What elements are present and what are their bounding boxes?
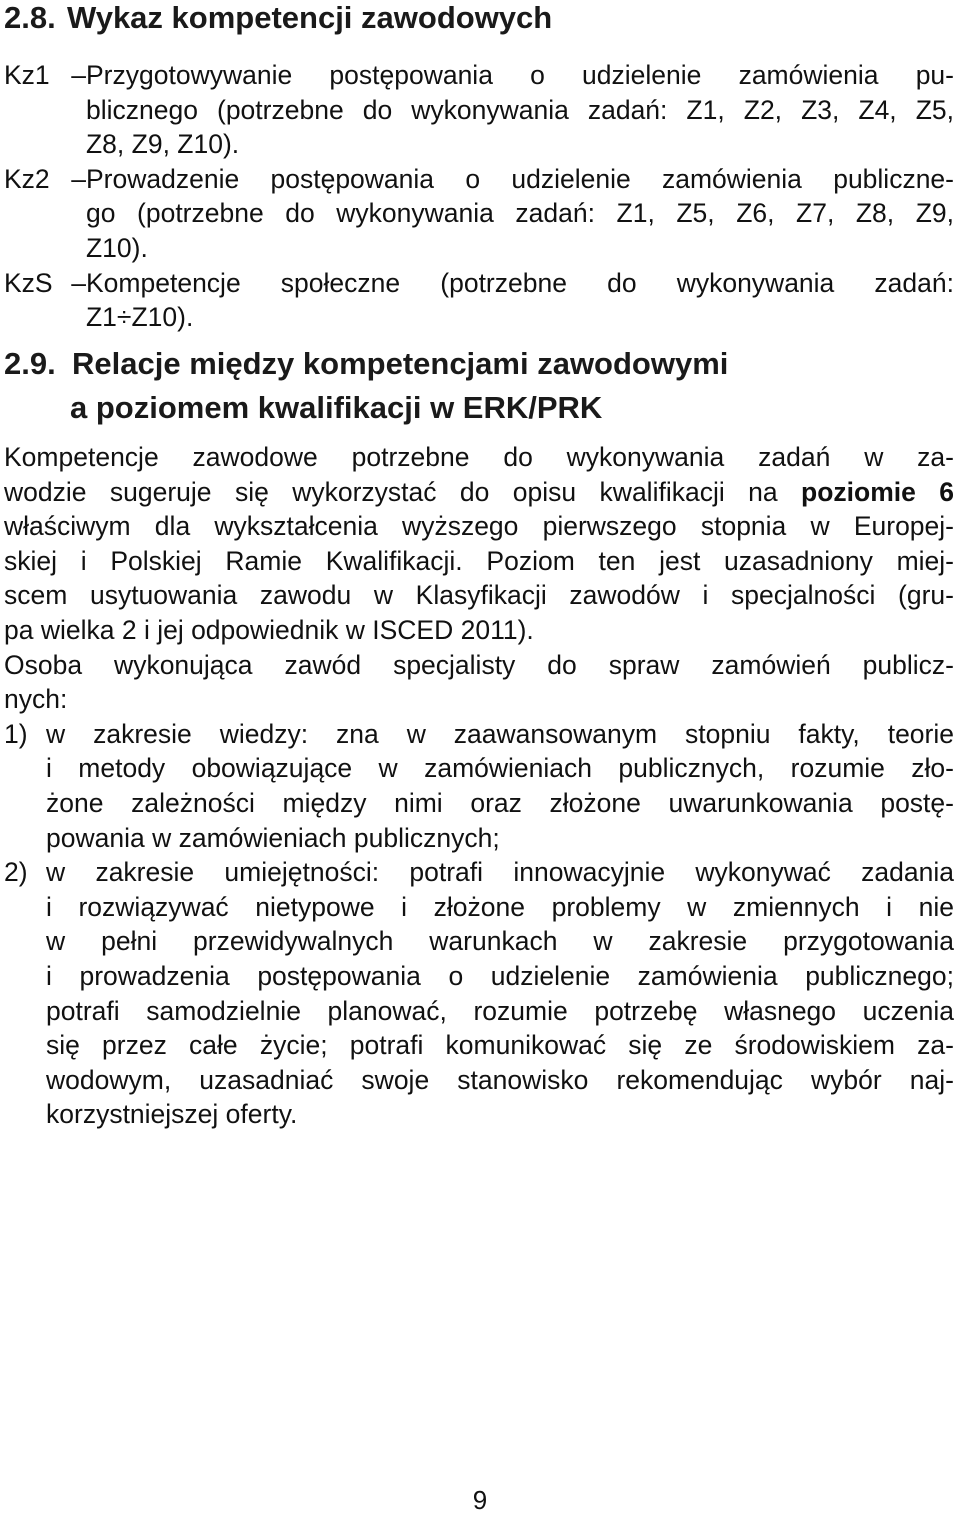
competency-code: KzS – bbox=[4, 267, 86, 298]
list-item-line: i rozwiązywać nietypowe i złożone problemy w zmiennych i nie bbox=[46, 891, 954, 922]
competency-kz1-line: blicznego (potrzebne do wykonywania zadań: Z1, Z2, Z3, Z4, Z5, bbox=[86, 94, 954, 125]
list-number: 1) bbox=[4, 718, 28, 749]
list-item-line: żone zależności między nimi oraz złożone uwarunkowania postę- bbox=[46, 787, 954, 818]
list-text: w zakresie wiedzy: zna w zaawansowanym stopniu fakty, teorie bbox=[46, 718, 954, 749]
list-item-line: i prowadzenia postępowania o udzielenie zamówienia publicznego; bbox=[46, 960, 954, 991]
list-item-line: korzystniejszej oferty. bbox=[46, 1099, 298, 1130]
list-number: 2) bbox=[4, 857, 28, 888]
competency-code: Kz2 – bbox=[4, 163, 86, 194]
competency-kz2-line bbox=[4, 162, 954, 197]
competency-text: Przygotowywanie postępowania o udzielenie zamówienia pu- bbox=[86, 60, 954, 90]
section-heading-2-8 bbox=[4, 0, 552, 36]
competency-kzs-line bbox=[4, 266, 954, 301]
list-item-line: powania w zamówieniach publicznych; bbox=[46, 822, 500, 853]
paragraph-line: pa wielka 2 i jej odpowiednik w ISCED 2011). bbox=[4, 614, 534, 645]
paragraph-line: właściwym dla wykształcenia wyższego pierwszego stopnia w Europej- bbox=[4, 511, 954, 542]
page-number: 9 bbox=[472, 1485, 488, 1515]
paragraph-line: Kompetencje zawodowe potrzebne do wykonywania zadań w za- bbox=[4, 442, 954, 472]
section-title-line-1: Relacje między kompetencjami zawodowymi bbox=[72, 346, 729, 381]
paragraph-line: scem usytuowania zawodu w Klasyfikacji zawodów i specjalności (gru- bbox=[4, 580, 954, 611]
section-number: 2.9. bbox=[4, 346, 56, 381]
competency-kz2-line: go (potrzebne do wykonywania zadań: Z1, Z5, Z6, Z7, Z8, Z9, bbox=[86, 198, 954, 229]
section-number: 2.8. bbox=[4, 0, 56, 35]
paragraph-line bbox=[4, 475, 954, 510]
section-title: Wykaz kompetencji zawodowych bbox=[67, 0, 553, 35]
competency-kz1-line: Z8, Z9, Z10). bbox=[86, 129, 240, 160]
competency-kzs-line: Z1÷Z10). bbox=[86, 302, 194, 333]
section-title-line-2: a poziomem kwalifikacji w ERK/PRK bbox=[70, 390, 603, 425]
list-item-line: się przez całe życie; potrafi komunikować się ze środowiskiem za- bbox=[46, 1030, 954, 1061]
competency-code: Kz1 – bbox=[4, 60, 86, 90]
list-item-1 bbox=[4, 717, 954, 752]
list-item-line: w pełni przewidywalnych warunkach w zakresie przygotowania bbox=[46, 926, 954, 957]
paragraph-text: wodzie sugeruje się wykorzystać do opisu kwalifikacji na bbox=[4, 476, 802, 507]
paragraph-line: Osoba wykonująca zawód specjalisty do spraw zamówień publicz- bbox=[4, 649, 954, 680]
competency-text: Kompetencje społeczne (potrzebne do wykonywania zadań: bbox=[86, 267, 954, 298]
level-emphasis: poziomie 6 bbox=[801, 476, 954, 507]
paragraph-line: nych: bbox=[4, 684, 68, 715]
paragraph-line: skiej i Polskiej Ramie Kwalifikacji. Poziom ten jest uzasadniony miej- bbox=[4, 545, 954, 576]
competency-text: Prowadzenie postępowania o udzielenie zamówienia publiczne- bbox=[86, 163, 954, 194]
list-text: w zakresie umiejętności: potrafi innowacyjnie wykonywać zadania bbox=[46, 857, 954, 888]
section-heading-2-9 bbox=[4, 346, 729, 425]
competency-list bbox=[4, 58, 954, 335]
list-item-line: i metody obowiązujące w zamówieniach publicznych, rozumie zło- bbox=[46, 753, 954, 784]
list-item-2 bbox=[4, 855, 954, 890]
section-body bbox=[4, 440, 954, 1132]
competency-kz1-line bbox=[4, 58, 954, 93]
competency-kz2-line: Z10). bbox=[86, 232, 148, 263]
list-item-line: potrafi samodzielnie planować, rozumie potrzebę własnego uczenia bbox=[46, 995, 954, 1026]
list-item-line: wodowym, uzasadniać swoje stanowisko rekomendując wybór naj- bbox=[46, 1064, 954, 1095]
